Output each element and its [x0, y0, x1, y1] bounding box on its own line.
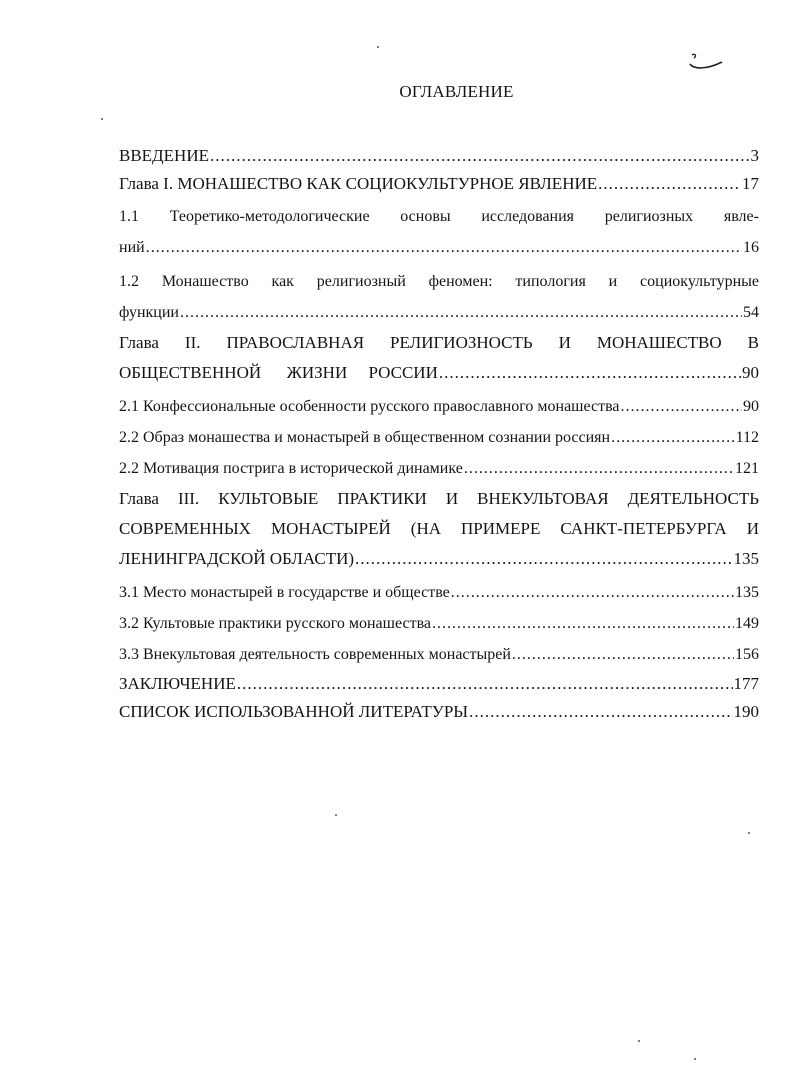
leader-dots [210, 142, 750, 170]
toc-entry-chapter-2-line2 [119, 358, 759, 388]
toc-entry-section-1-2-line2 [119, 297, 759, 328]
toc-word: Глава [119, 333, 159, 352]
toc-entry-text: Глава I. МОНАШЕСТВО КАК СОЦИОКУЛЬТУРНОЕ ЯВЛЕНИЕ [119, 174, 598, 193]
toc-word: МОНАСТЫРЕЙ [270, 519, 391, 538]
toc-word: исследования [481, 208, 575, 225]
toc-page-number: 16 [743, 239, 759, 256]
toc-page-number: 149 [735, 615, 759, 632]
scan-speck [748, 832, 750, 834]
toc-entry-chapter-3-line3 [119, 544, 759, 574]
scan-speck [638, 1040, 640, 1042]
scan-speck [101, 118, 103, 120]
toc-word: В [747, 333, 759, 352]
toc-word: ПРИМЕРЕ [461, 519, 541, 538]
toc-entry-chapter-3-line2 [119, 514, 759, 544]
toc-word: и [608, 273, 618, 290]
toc-word: СОВРЕМЕННЫХ [119, 519, 251, 538]
toc-entry-text: ВВЕДЕНИЕ [119, 146, 209, 165]
toc-word: ОБЩЕСТВЕННОЙ [119, 363, 262, 382]
toc-entry-section-1-1-line2 [119, 232, 759, 263]
toc-word: САНКТ-ПЕТЕРБУРГА [560, 519, 727, 538]
toc-entry-text: 3.2 Культовые практики русского монашества [119, 615, 432, 632]
toc-word: II. [184, 333, 201, 352]
toc-entry-text: ЛЕНИНГРАДСКОЙ ОБЛАСТИ) [119, 549, 355, 568]
toc-word: И [746, 519, 759, 538]
toc-page-number: 135 [733, 549, 759, 568]
toc-page-number: 17 [742, 174, 759, 193]
toc-word: Монашество [161, 273, 249, 290]
toc-entry-section-2-3 [119, 453, 759, 484]
toc-page-number: 190 [733, 702, 759, 721]
leader-dots [146, 232, 742, 263]
toc-entry-section-1-1-line1 [119, 201, 759, 232]
toc-word: 1.2 [119, 273, 139, 290]
toc-word: КУЛЬТОВЫЕ [218, 489, 319, 508]
toc-page-number: 90 [742, 363, 759, 382]
toc-word: типология [515, 273, 586, 290]
toc-page-number: 121 [735, 460, 759, 477]
toc-entry-section-1-2-line1 [119, 266, 759, 297]
toc-word: РЕЛИГИОЗНОСТЬ [390, 333, 533, 352]
leader-dots [180, 297, 742, 328]
toc-word: Теоретико-методологические [169, 208, 370, 225]
toc-entry-text: 3.1 Место монастырей в государстве и обществе [119, 584, 450, 601]
toc-word: РОССИИ [368, 363, 438, 382]
leader-dots [469, 698, 732, 726]
handwritten-mark [688, 52, 724, 72]
scan-speck [377, 46, 379, 48]
toc-entry-chapter-3-line1 [119, 484, 759, 514]
toc-entry-text [119, 358, 438, 388]
toc-word: ПРАВОСЛАВНАЯ [226, 333, 365, 352]
toc-entry-text: 2.1 Конфессиональные особенности русского православного монашества [119, 398, 620, 415]
toc-entry-text: 2.2 Мотивация пострига в исторической динамике [119, 460, 463, 477]
toc-word: социокультурные [640, 273, 759, 290]
leader-dots [451, 577, 734, 608]
toc-word: ПРАКТИКИ [337, 489, 427, 508]
toc-entry-text: СПИСОК ИСПОЛЬЗОВАННОЙ ЛИТЕРАТУРЫ [119, 702, 469, 721]
toc-word: МОНАШЕСТВО [596, 333, 722, 352]
toc-word: И [445, 489, 459, 508]
toc-entry-text: 3.3 Внекультовая деятельность современных монастырей [119, 646, 511, 663]
toc-word: основы [400, 208, 451, 225]
toc-page-number: 3 [750, 146, 759, 165]
toc-word: И [558, 333, 571, 352]
leader-dots [512, 639, 734, 670]
leader-dots [464, 453, 734, 484]
toc-page-number: 177 [733, 674, 759, 693]
scan-speck [335, 814, 337, 816]
toc-entry-section-3-2 [119, 608, 759, 639]
page-title: ОГЛАВЛЕНИЕ [399, 82, 514, 101]
toc-entry-introduction [119, 142, 759, 170]
leader-dots [432, 608, 734, 639]
toc-page-number: 90 [743, 398, 759, 415]
leader-dots [621, 391, 742, 422]
toc-word: III. [177, 489, 200, 508]
toc-entry-section-2-1 [119, 391, 759, 422]
toc-word: (НА [410, 519, 441, 538]
toc-entry-text: ЗАКЛЮЧЕНИЕ [119, 674, 236, 693]
scan-speck [694, 1058, 696, 1060]
toc-word: 1.1 [119, 208, 139, 225]
toc-entry-section-3-1 [119, 577, 759, 608]
toc-page-number: 135 [735, 584, 759, 601]
leader-dots [237, 670, 733, 698]
toc-entry-text: 2.2 Образ монашества и монастырей в общественном сознании россиян [119, 429, 611, 446]
toc-word: религиозных [604, 208, 694, 225]
leader-dots [598, 170, 741, 198]
toc-entry-section-3-3 [119, 639, 759, 670]
toc-entry-text: ний [119, 239, 145, 256]
leader-dots [355, 544, 732, 574]
toc-entry-chapter-2-line1 [119, 328, 759, 358]
leader-dots [439, 358, 741, 388]
toc-word: феномен: [428, 273, 493, 290]
toc-page-number: 112 [735, 429, 759, 446]
toc-entry-references [119, 698, 759, 726]
toc-word: ЖИЗНИ [286, 363, 348, 382]
toc-word: Глава [119, 489, 159, 508]
toc-word: ВНЕКУЛЬТОВАЯ [477, 489, 609, 508]
toc-entry-text: функции [119, 304, 179, 321]
toc-word: религиозный [316, 273, 406, 290]
toc-entry-chapter-1 [119, 170, 759, 198]
toc-page-number: 54 [743, 304, 759, 321]
toc-entry-section-2-2 [119, 422, 759, 453]
leader-dots [611, 422, 734, 453]
toc-word: явле- [723, 208, 759, 225]
toc-entry-conclusion [119, 670, 759, 698]
table-of-contents [119, 142, 759, 726]
toc-word: как [271, 273, 294, 290]
toc-word: ДЕЯТЕЛЬНОСТЬ [627, 489, 759, 508]
toc-page-number: 156 [735, 646, 759, 663]
